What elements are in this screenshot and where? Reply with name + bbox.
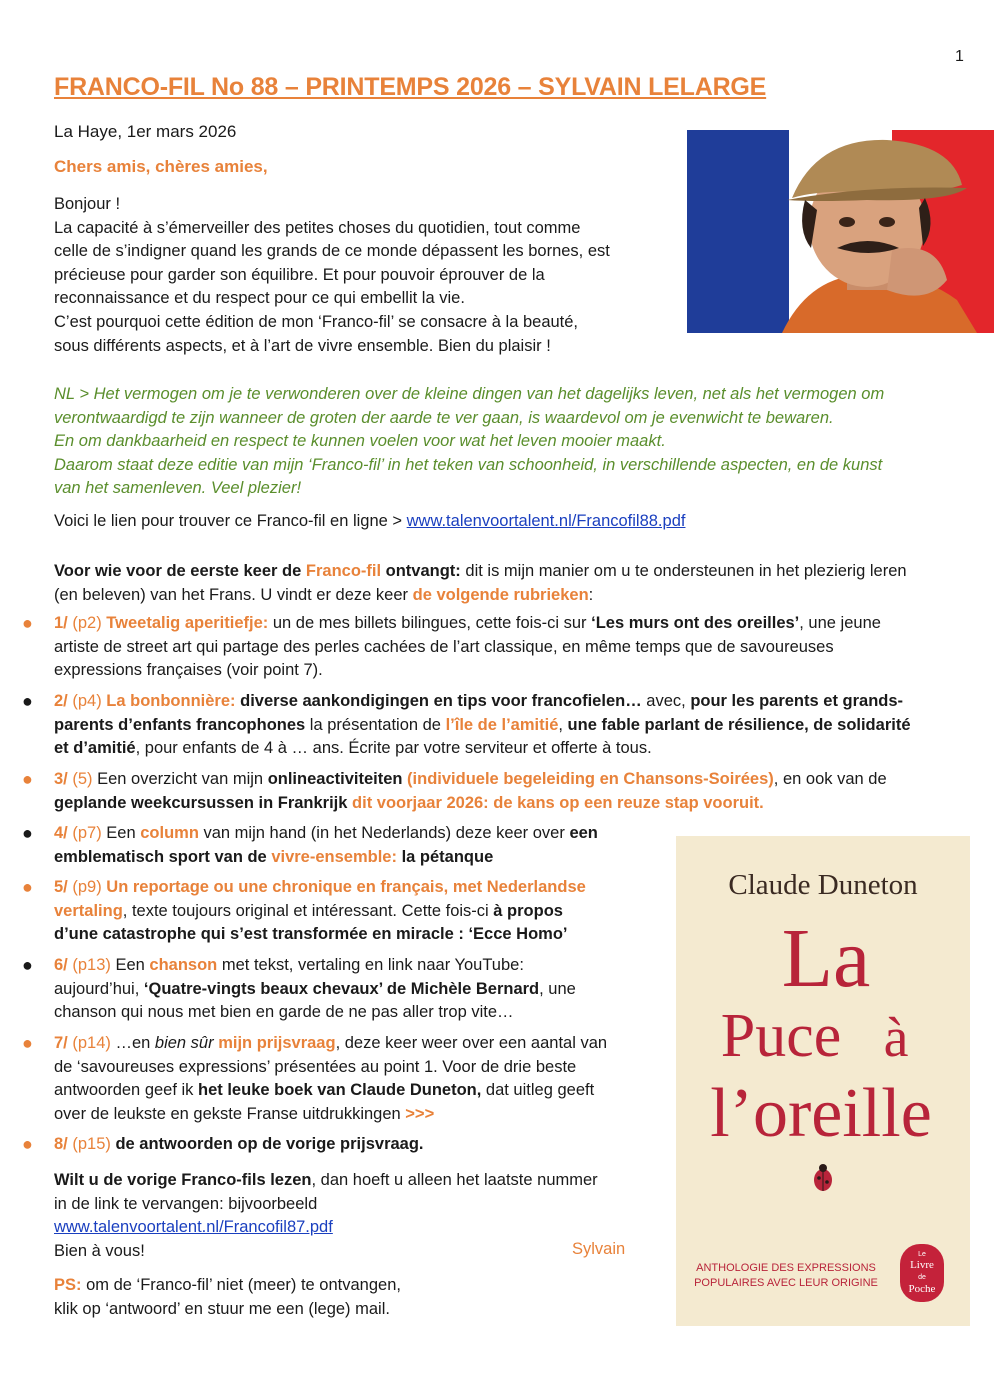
item-text: , en ook van de bbox=[773, 770, 887, 788]
item-text: >>> bbox=[405, 1104, 435, 1123]
item-heading: Tweetalig aperitiefje: bbox=[106, 614, 269, 632]
item-text: dit voorjaar 2026: de kans op een reuze stap vooruit. bbox=[347, 793, 764, 812]
forwho-text: Voor wie voor de eerste keer de bbox=[54, 562, 306, 580]
item-number: 7/ bbox=[54, 1034, 68, 1052]
item-number: 5/ bbox=[54, 878, 68, 896]
closing-paragraph bbox=[54, 1169, 654, 1263]
forwho-rubrieken: de volgende rubrieken bbox=[412, 585, 589, 604]
item-text: column bbox=[140, 824, 199, 842]
bullet-icon: ● bbox=[22, 1033, 33, 1053]
item-text: , une jeune bbox=[799, 614, 881, 632]
item-page: (p9) bbox=[67, 878, 107, 896]
item-text: une fable parlant de résilience, de solidarité bbox=[567, 715, 911, 734]
intro-line: précieuse pour garder son équilibre. Et pour pouvoir éprouver de la bbox=[54, 265, 545, 284]
greeting: Chers amis, chères amies, bbox=[54, 157, 268, 176]
item-number: 4/ bbox=[54, 824, 68, 842]
item-number: 8/ bbox=[54, 1135, 68, 1153]
item-text: emblematisch sport van de bbox=[54, 847, 272, 866]
nl-line: van het samenleven. Veel plezier! bbox=[54, 479, 302, 498]
item-page: (5) bbox=[67, 770, 98, 788]
item-text: la pétanque bbox=[396, 847, 494, 866]
book-author: Claude Duneton bbox=[728, 869, 918, 901]
item-text: ‘Les murs ont des oreilles’ bbox=[591, 614, 800, 632]
ps-label: PS: bbox=[54, 1276, 82, 1294]
book-subtitle-line2: POPULAIRES AVEC LEUR ORIGINE bbox=[694, 1277, 878, 1289]
intro-line: Bonjour ! bbox=[54, 195, 121, 213]
item-text: onlineactiviteiten bbox=[267, 770, 403, 788]
publisher-poche: Poche bbox=[908, 1283, 936, 1295]
item-text: Een overzicht van mijn bbox=[97, 770, 268, 788]
item-text: , deze keer weer over een aantal van bbox=[335, 1034, 608, 1052]
item-text: een bbox=[569, 824, 598, 842]
item-text: chanson qui nous met bien en garde de ne pas aller trop vite… bbox=[54, 1003, 514, 1022]
bullet-icon: ● bbox=[22, 769, 33, 789]
forwho-text: (en beleven) van het Frans. U vindt er deze keer bbox=[54, 585, 413, 604]
list-item-5 bbox=[54, 876, 654, 947]
publisher-livre: Livre bbox=[910, 1259, 934, 1271]
publisher-logo bbox=[900, 1244, 944, 1302]
list-item-8 bbox=[54, 1133, 654, 1157]
book-title-oreille: l’oreille bbox=[710, 1075, 932, 1152]
bullet-icon: ● bbox=[22, 691, 33, 711]
intro-paragraph bbox=[54, 193, 654, 358]
ps-paragraph bbox=[54, 1274, 654, 1321]
closing-text: , dan hoeft u alleen het laatste nummer bbox=[311, 1171, 598, 1189]
for-who-paragraph bbox=[54, 560, 974, 607]
item-text: chanson bbox=[149, 956, 218, 974]
item-text: , pour enfants de 4 à … ans. Écrite par votre serviteur et offerte à tous. bbox=[135, 739, 652, 758]
link-intro-text: Voici le lien pour trouver ce Franco-fil en ligne > bbox=[54, 512, 407, 530]
item-text: mijn prijsvraag bbox=[218, 1034, 336, 1052]
item-text: pour les parents et grands- bbox=[690, 692, 904, 710]
closing-text: Bien à vous! bbox=[54, 1241, 145, 1260]
item-text: un de mes billets bilingues, cette fois-ci sur bbox=[268, 614, 592, 632]
publisher-de: de bbox=[918, 1274, 926, 1281]
item-text: vivre-ensemble: bbox=[271, 847, 397, 866]
list-item-6 bbox=[54, 954, 654, 1025]
nl-line: Daarom staat deze editie van mijn ‘Franco-fil’ in het teken van schoonheid, in verschillende aspecten, en de kunst bbox=[54, 455, 883, 474]
ps-text: klik op ‘antwoord’ en stuur me een (lege) mail. bbox=[54, 1299, 390, 1318]
forwho-text: dit is mijn manier om u te ondersteunen in het plezierig leren bbox=[460, 562, 907, 580]
item-number: 3/ bbox=[54, 770, 68, 788]
book-subtitle-line1: ANTHOLOGIE DES EXPRESSIONS bbox=[696, 1262, 876, 1274]
item-text: ‘Quatre-vingts beaux chevaux’ de Michèle Bernard bbox=[143, 979, 540, 998]
item-page: (p2) bbox=[67, 614, 107, 632]
item-page: (p15) bbox=[67, 1135, 116, 1153]
intro-line: sous différents aspects, et à l’art de vivre ensemble. Bien du plaisir ! bbox=[54, 336, 551, 355]
intro-line: La capacité à s’émerveiller des petites choses du quotidien, tout comme bbox=[54, 218, 581, 237]
item-text: et d’amitié bbox=[54, 739, 136, 758]
bullet-icon: ● bbox=[22, 1134, 33, 1154]
item-text: parents d’enfants francophones bbox=[54, 715, 306, 734]
item-heading: Un reportage ou une chronique en français, met Nederlandse bbox=[106, 878, 586, 896]
newsletter-title: FRANCO-FIL No 88 – PRINTEMPS 2026 – SYLVAIN LELARGE bbox=[54, 73, 767, 101]
item-text: (individuele begeleiding en Chansons-Soirées) bbox=[402, 770, 774, 788]
item-text: à propos bbox=[493, 901, 563, 920]
item-page: (p7) bbox=[67, 824, 107, 842]
item-text: de ‘savoureuses expressions’ présentées au point 1. Voor de drie beste bbox=[54, 1057, 577, 1076]
item-text: Een bbox=[106, 824, 141, 842]
intro-line: reconnaissance et du respect pour ce qui embellit la vie. bbox=[54, 289, 465, 308]
item-text: het leuke boek van Claude Duneton, bbox=[198, 1081, 482, 1100]
online-link-line bbox=[54, 512, 685, 531]
item-text: la présentation de bbox=[305, 715, 446, 734]
item-heading: La bonbonnière: bbox=[106, 692, 236, 710]
item-text: over de leukste en gekste Franse uitdrukkingen bbox=[54, 1104, 406, 1123]
item-text: geplande weekcursussen in Frankrijk bbox=[54, 793, 348, 812]
item-page: (p14) bbox=[67, 1034, 116, 1052]
item-text: avec, bbox=[641, 692, 691, 710]
item-text: , une bbox=[539, 979, 576, 998]
item-text: de antwoorden op de vorige prijsvraag. bbox=[115, 1135, 424, 1153]
book-title-puce: Puce bbox=[720, 1002, 842, 1070]
item-page: (p4) bbox=[67, 692, 107, 710]
bullet-icon: ● bbox=[22, 613, 33, 633]
item-text: , bbox=[558, 715, 568, 734]
author-photo bbox=[687, 130, 994, 333]
item-number: 6/ bbox=[54, 956, 68, 974]
item-text: van mijn hand (in het Nederlands) deze keer over bbox=[198, 824, 570, 842]
item-number: 2/ bbox=[54, 692, 68, 710]
book-title-la: La bbox=[781, 912, 871, 1005]
list-item-4 bbox=[54, 822, 654, 869]
item-page: (p13) bbox=[67, 956, 116, 974]
francofil87-link[interactable]: www.talenvoortalent.nl/Francofil87.pdf bbox=[54, 1218, 333, 1237]
item-text: expressions françaises (voir point 7). bbox=[54, 661, 323, 680]
book-cover[interactable] bbox=[676, 836, 970, 1326]
item-text: …en bbox=[115, 1034, 155, 1052]
item-text: , texte toujours original et intéressant. Cette fois-ci bbox=[122, 901, 494, 920]
bullet-icon: ● bbox=[22, 823, 33, 843]
item-text: d’une catastrophe qui s’est transformée en miracle : ‘Ecce Homo’ bbox=[54, 925, 568, 944]
forwho-francofil: Franco-fil bbox=[305, 562, 382, 580]
nl-line: verontwaardigd te zijn wanneer de groten der aarde te ver gaan, is waardevol om je evenwicht te bewaren. bbox=[54, 408, 834, 427]
date-line: La Haye, 1er mars 2026 bbox=[54, 122, 237, 141]
nl-line: En om dankbaarheid en respect te kunnen voelen voor wat het leven mooier maakt. bbox=[54, 432, 666, 451]
forwho-text: : bbox=[588, 585, 594, 604]
page-number: 1 bbox=[955, 48, 964, 65]
item-text: met tekst, vertaling en link naar YouTube: bbox=[217, 956, 524, 974]
book-title-a: à bbox=[883, 1007, 909, 1069]
nl-line: NL > Het vermogen om je te verwonderen over de kleine dingen van het dagelijks leven, net als het vermogen om bbox=[54, 385, 885, 403]
intro-line: C’est pourquoi cette édition de mon ‘Franco-fil’ se consacre à la beauté, bbox=[54, 312, 579, 331]
intro-line: celle de s’indigner quand les grands de ce monde dépassent les bornes, est bbox=[54, 242, 610, 261]
list-item-7 bbox=[54, 1032, 654, 1126]
signature: Sylvain bbox=[572, 1240, 626, 1258]
item-text: artiste de street art qui partage des perles cachées de l’art classique, en même temps que de savoureuses bbox=[54, 637, 834, 656]
list-item-3 bbox=[54, 768, 974, 815]
list-item-2 bbox=[54, 690, 974, 761]
item-number: 1/ bbox=[54, 614, 68, 632]
francofil88-link[interactable]: www.talenvoortalent.nl/Francofil88.pdf bbox=[406, 512, 686, 530]
item-text: aujourd’hui, bbox=[54, 979, 144, 998]
item-text: diverse aankondigingen en tips voor francofielen… bbox=[235, 692, 642, 710]
item-text: Een bbox=[115, 956, 150, 974]
item-text: bien sûr bbox=[154, 1034, 214, 1052]
item-text: antwoorden geef ik bbox=[54, 1081, 199, 1100]
item-text: l’île de l’amitié bbox=[445, 715, 559, 734]
bullet-icon: ● bbox=[22, 877, 33, 897]
list-item-1 bbox=[54, 612, 974, 683]
closing-text: in de link te vervangen: bijvoorbeeld bbox=[54, 1194, 318, 1213]
publisher-le: Le bbox=[918, 1251, 926, 1258]
item-text: dat uitleg geeft bbox=[481, 1081, 595, 1100]
ps-text: om de ‘Franco-fil’ niet (meer) te ontvangen, bbox=[81, 1276, 401, 1294]
dutch-translation bbox=[54, 383, 954, 501]
closing-text: Wilt u de vorige Franco-fils lezen bbox=[54, 1171, 312, 1189]
bullet-icon: ● bbox=[22, 955, 33, 975]
item-text: vertaling bbox=[54, 901, 123, 920]
forwho-text: ontvangt: bbox=[381, 562, 461, 580]
